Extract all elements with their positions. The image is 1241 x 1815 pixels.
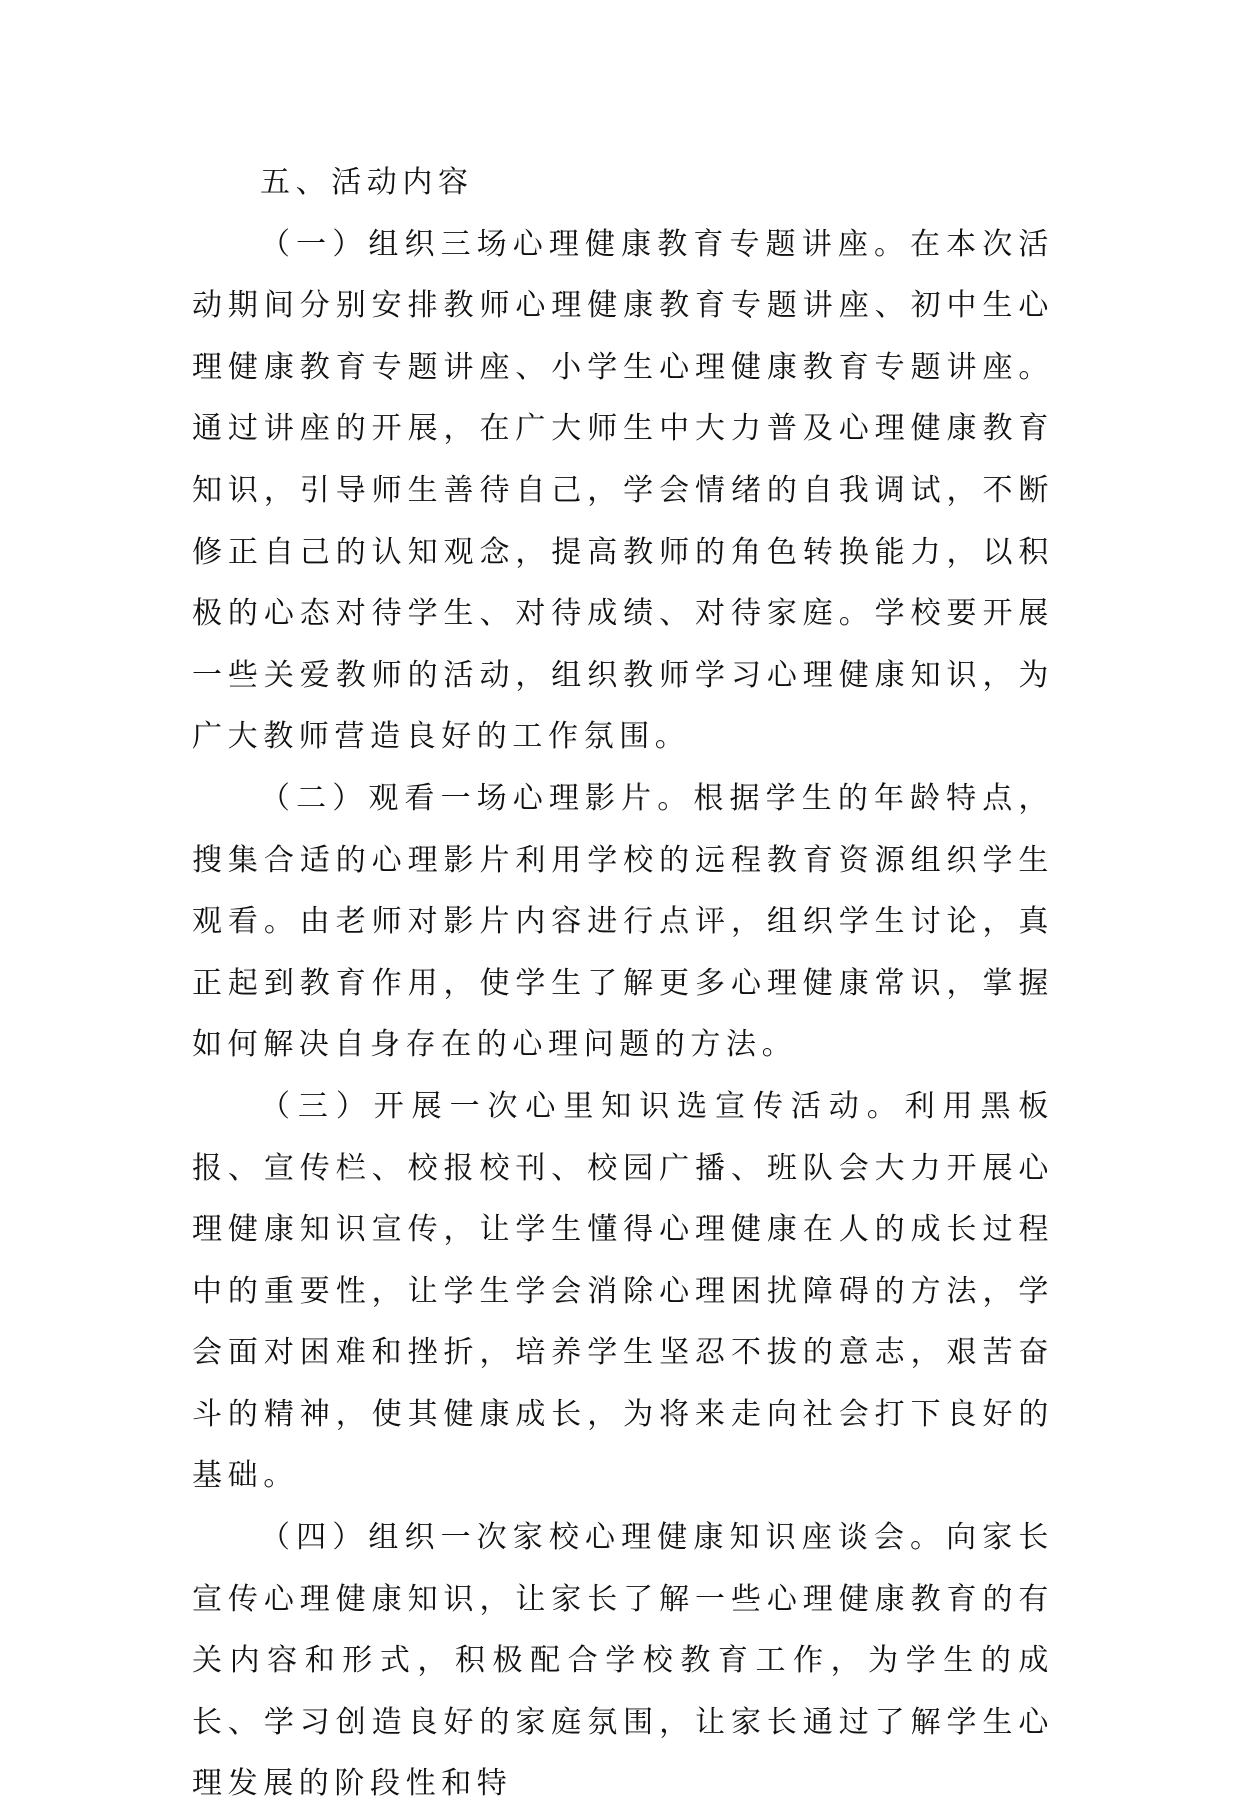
paragraph-1: （一）组织三场心理健康教育专题讲座。在本次活动期间分别安排教师心理健康教育专题讲座、初中生心理健康教育专题讲座、小学生心理健康教育专题讲座。通过讲座的开展，在广大师生中大力普及心理健康教育知识，引导师生善待自己，学会情绪的自我调试，不断修正自己的认知观念，提高教师的角色转换能力，以积极的心态对待学生、对待成绩、对待家庭。学校要开展一些关爱教师的活动，组织教师学习心理健康知识，为广大教师营造良好的工作氛围。 [192, 226, 1054, 755]
section-heading: 五、活动内容 [260, 165, 474, 200]
paragraph-4: （四）组织一次家校心理健康知识座谈会。向家长宣传心理健康知识，让家长了解一些心理健康教育的有关内容和形式，积极配合学校教育工作，为学生的成长、学习创造良好的家庭氛围，让家长通过了解学生心理发展的阶段性和特 [192, 1520, 1054, 1802]
paragraph-3: （三）开展一次心里知识选宣传活动。利用黑板报、宣传栏、校报校刊、校园广播、班队会大力开展心理健康知识宣传，让学生懂得心理健康在人的成长过程中的重要性，让学生学会消除心理困扰障碍的方法，学会面对困难和挫折，培养学生坚忍不拔的意志，艰苦奋斗的精神，使其健康成长，为将来走向社会打下良好的基础。 [192, 1088, 1054, 1494]
document-body [192, 152, 1054, 1815]
paragraph-2: （二）观看一场心理影片。根据学生的年龄特点，搜集合适的心理影片利用学校的远程教育资源组织学生观看。由老师对影片内容进行点评，组织学生讨论，真正起到教育作用，使学生了解更多心理健康常识，掌握如何解决自身存在的心理问题的方法。 [192, 780, 1054, 1063]
